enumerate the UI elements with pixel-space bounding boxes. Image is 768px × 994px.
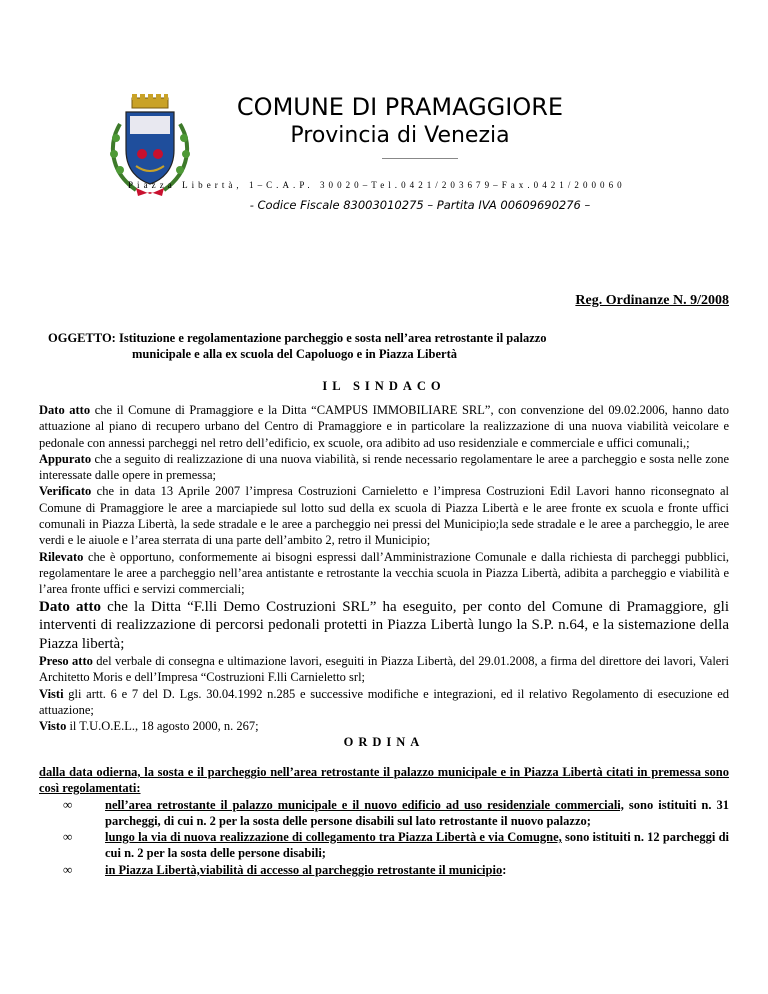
infinity-bullet-icon: ∞ <box>63 861 73 877</box>
premise-paragraph: Rilevato che è opportuno, conformemente ai bisogni espressi dall’Amministrazione Comunale e dalla richiesta di parcheggi pubblici, regolamentare le aree a parcheggio nell’area antistante e retrostante la vecchia scuola in Piazza Libertà, adibita a parcheggio e viabilità e l’area fronte uffici e servizi commerciali; <box>39 549 729 597</box>
province-subtitle: Provincia di Venezia <box>290 123 510 148</box>
infinity-bullet-icon: ∞ <box>63 829 73 845</box>
order-item: ∞ lungo la via di nuova realizzazione di collegamento tra Piazza Libertà e via Comugne, sono istituiti n. 12 parcheggi di cui n. 2 per la sosta delle persone disabili; <box>63 829 730 861</box>
address-line: Piazza Libertà, 1–C.A.P. 30020–Tel.0421/203679–Fax.0421/200060 <box>128 180 626 190</box>
order-heading: ORDINA <box>343 735 425 749</box>
premises-body <box>39 402 729 735</box>
header-divider <box>382 158 458 159</box>
mayor-heading: IL SINDACO <box>322 379 446 393</box>
premise-paragraph: Appurato che a seguito di realizzazione di una nuova viabilità, si rende necessario regolamentare le aree a parcheggio e sosta nelle zone interessate dalle opere in premessa; <box>39 451 729 483</box>
subject-label: OGGETTO: <box>48 331 116 345</box>
subject-block <box>48 330 728 362</box>
premise-paragraph: Dato atto che il Comune di Pramaggiore e la Ditta “CAMPUS IMMOBILIARE SRL”, con convenzione del 09.02.2006, hanno dato attuazione al piano di recupero urbano del Centro di Pramaggiore e in particolare la realizzazione di una nuova viabilità veicolare e pedonale con annessi parcheggi nel retro dell’edificio, ex scuole, ora adibito ad uso residenziale e commerciale e uffici comunali,; <box>39 403 730 450</box>
order-item: ∞ in Piazza Libertà,viabilità di accesso al parcheggio retrostante il municipio: <box>63 861 507 877</box>
fiscal-code-line: - Codice Fiscale 83003010275 – Partita IVA 00609690276 – <box>249 198 591 212</box>
subject-line-2: municipale e alla ex scuola del Capoluogo e in Piazza Libertà <box>132 347 457 361</box>
premise-paragraph: Visto il T.U.O.E.L., 18 agosto 2000, n. 267; <box>39 719 259 734</box>
premise-paragraph: Dato atto che la Ditta “F.lli Demo Costruzioni SRL” ha eseguito, per conto del Comune di Pramaggiore, gli interventi di realizzazione di percorsi pedonali protetti in Piazza Libertà lungo la S.P. n.64, e la sistemazione della Piazza libertà; <box>39 598 729 652</box>
order-item: ∞ nell’area retrostante il palazzo municipale e il nuovo edificio ad uso residenziale commerciali, sono istituiti n. 31 parcheggi, di cui n. 2 per la sosta delle persone disabili sul lato retrostante il nuovo palazzo; <box>63 796 730 828</box>
order-intro: dalla data odierna, la sosta e il parcheggio nell’area retrostante il palazzo municipale e in Piazza Libertà citati in premessa sono così regolamentati: <box>39 765 729 796</box>
premise-paragraph: Preso atto del verbale di consegna e ultimazione lavori, eseguiti in Piazza Libertà, del 29.01.2008, a firma del direttore dei lavori, Valeri Architetto Moris e dell’Impresa “Costruzioni F.lli Carnieletto srl; <box>39 654 729 685</box>
municipality-title: COMUNE DI PRAMAGGIORE <box>236 93 564 121</box>
premise-paragraph: Verificato che in data 13 Aprile 2007 l’impresa Costruzioni Carnieletto e l’impresa Costruzioni Edil Lavori hanno riconsegnato al Comune di Pramaggiore le aree a marciapiede sul lotto sud della ex scuola di Piazza Libertà e le aree fronte ex scuola e fronte uffici comunali in Piazza Libertà, la sede stradale e le aree a parcheggio nei pressi del Municipio;la sede stradale e le aree a parcheggio, le aree verdi e le aiuole e l’area sterrata di una parte dell’ambito 2, retro il Municipio; <box>39 484 729 548</box>
infinity-bullet-icon: ∞ <box>63 796 73 812</box>
order-list <box>39 797 729 878</box>
order-block <box>39 764 729 878</box>
registry-number: Reg. Ordinanze N. 9/2008 <box>575 293 729 308</box>
subject-line-1: Istituzione e regolamentazione parcheggio e sosta nell’area retrostante il palazzo <box>118 331 547 345</box>
premise-paragraph: Visti gli artt. 6 e 7 del D. Lgs. 30.04.1992 n.285 e successive modifiche e integrazioni, ed il relativo Regolamento di esecuzione ed attuazione; <box>39 686 729 717</box>
